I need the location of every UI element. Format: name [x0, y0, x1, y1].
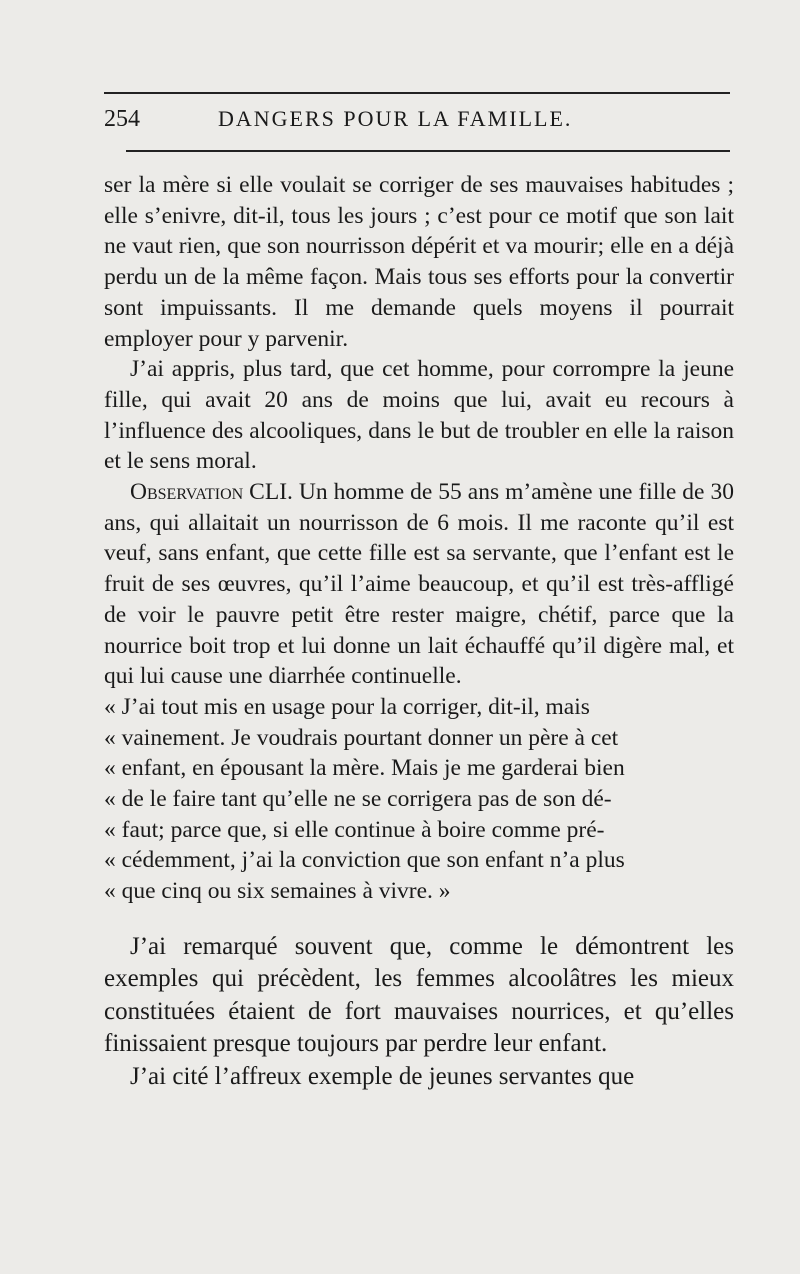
running-title: DANGERS POUR LA FAMILLE. — [218, 106, 573, 131]
section-gap — [104, 907, 734, 931]
page-body — [104, 170, 734, 1093]
header-top-rule — [104, 92, 730, 94]
quote-line: « de le faire tant qu’elle ne se corrigera pas de son dé- — [104, 786, 612, 813]
quote-line: « faut; parce que, si elle continue à boire comme pré- — [104, 816, 605, 843]
quote-line: « J’ai tout mis en usage pour la corriger, dit-il, mais — [104, 693, 590, 720]
observation-text: Un homme de 55 ans m’amène une fille de 30 ans, qui allaitait un nourrisson de 6 mois. Il me raconte qu’il est veuf, sans enfant, que cette fille est sa servante, que l’enfant est le fruit de ses œuvres, qu’il l’aime beaucoup, et qu’il est très-affligé de voir le pauvre petit être rester maigre, chétif, parce que la nourrice boit trop et lui donne un lait échauffé qu’il digère mal, et qui lui cause une diarrhée continuelle. — [104, 479, 734, 690]
paragraph: J’ai cité l’affreux exemple de jeunes servantes que — [130, 1062, 635, 1090]
page-number: 254 — [104, 106, 140, 132]
quote-line: « cédemment, j’ai la conviction que son enfant n’a plus — [104, 847, 625, 874]
quote-line: « que cinq ou six semaines à vivre. » — [104, 878, 451, 905]
quote-line: « vainement. Je voudrais pourtant donner un père à cet — [104, 724, 619, 751]
quote-line: « enfant, en épousant la mère. Mais je me garderai bien — [104, 755, 625, 782]
paragraph: J’ai remarqué souvent que, comme le démontrent les exemples qui précèdent, les femmes alcoolâtres les mieux constituées étaient de fort mauvaises nourrices, et qu’elles finissaient presque toujours par perdre leur enfant. — [104, 932, 734, 1058]
header-bottom-rule — [126, 150, 730, 152]
observation-paragraph — [104, 477, 734, 692]
observation-label: Observation CLI. — [130, 479, 293, 506]
paragraph: J’ai appris, plus tard, que cet homme, pour corrompre la jeune fille, qui avait 20 ans de moins que lui, avait eu recours à l’influence des alcooliques, dans le but de troubler en elle la raison et le sens moral. — [104, 356, 734, 475]
page-header — [104, 106, 730, 142]
paragraph-continuation: ser la mère si elle voulait se corriger de ses mauvaises habitudes ; elle s’enivre, dit-il, tous les jours ; c’est pour ce motif que son lait ne vaut rien, que son nourrisson dépérit et va mourir; elle en a déjà perdu un de la même façon. Mais tous ses efforts pour la convertir sont impuissants. Il me demande quels moyens il pourrait employer pour y parvenir. — [104, 172, 734, 352]
